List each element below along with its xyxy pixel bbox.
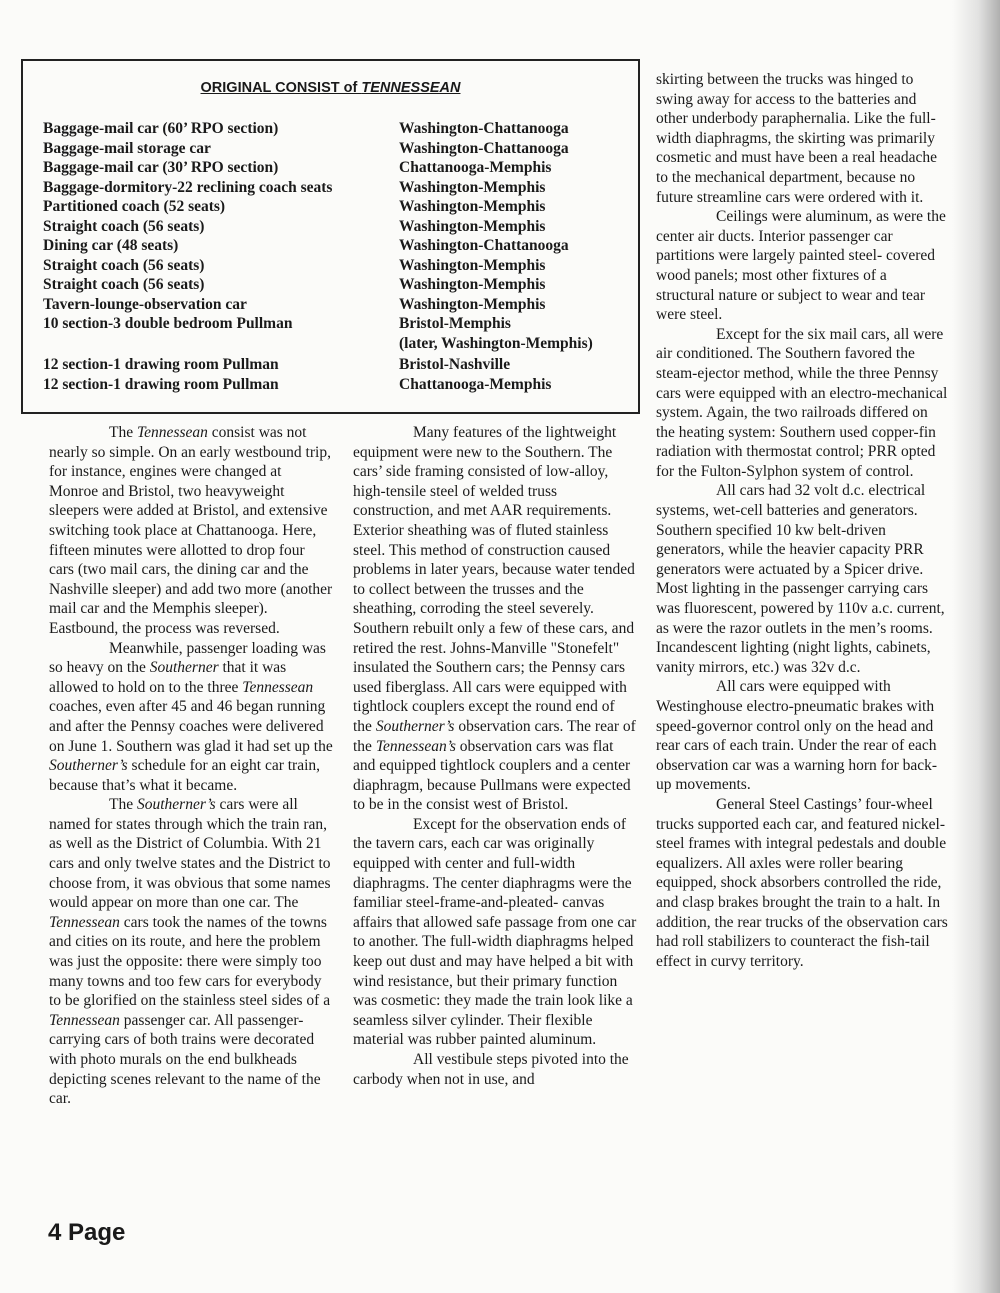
column-2 — [353, 423, 637, 1089]
page-number: 4 Page — [48, 1219, 126, 1246]
consist-route: Washington-Memphis — [399, 198, 546, 215]
paragraph: All cars were equipped with Westinghouse electro-pneumatic brakes with speed-governor control only on the head and rear cars of each train. Under the rear of each observation car was a warning horn for back-up movements. — [656, 678, 938, 794]
consist-row — [23, 158, 638, 178]
consist-route: Washington-Chattanooga — [399, 139, 569, 157]
consist-row — [23, 119, 638, 139]
consist-route: Chattanooga-Memphis — [399, 375, 552, 393]
consist-row — [23, 256, 638, 276]
consist-car: Dining car (48 seats) — [43, 237, 179, 254]
consist-route: Washington-Memphis — [399, 276, 546, 293]
paragraph: Except for the six mail cars, all were air conditioned. The Southern favored the steam-ejector method, while the three Pennsy cars were equipped with an electro-mechanical system. Again, the two railroads differed on the heating system: Southern used copper-fin radiation with thermostat control; PRR opted for the Fulton-Sylphon system of control. — [656, 325, 948, 480]
column-1 — [49, 423, 333, 1109]
consist-route: Washington-Chattanooga — [399, 237, 569, 254]
consist-car: 12 section-1 drawing room Pullman — [43, 356, 279, 373]
paragraph: All cars had 32 volt d.c. electrical systems, wet-cell batteries and generators. Southern specified 10 kw belt-driven generators, while the heavier capacity PRR generators were actuated by a Spicer drive. Most lighting in the passenger carrying cars was fluorescent, powered by 110v a.c. current, as were the razor outlets in the men’s rooms. Incandescent lighting (night lights, cabinets, vanity mirrors, etc.) was 32v d.c. — [656, 482, 945, 676]
paragraph: The Southerner’s cars were all named for states through which the train ran, as well as the District of Columbia. With 21 cars and only twelve states and the District to choose from, it was obvious that some names would appear on more than one car. The Tennessean cars took the names of the towns and cities on its route, and here the problem was just the opposite: there were simply too many towns and too few cars for everybody to be glorified on the stainless steel sides of a Tennessean passenger car. All passenger-carrying cars of both trains were decorated with photo murals on the end bulkheads depicting scenes relevant to the name of the car. — [49, 796, 331, 1108]
paragraph: Many features of the lightweight equipment were new to the Southern. The cars’ side framing consisted of low-alloy, high-tensile steel of welded truss construction, and met AAR requirements. Exterior sheathing was of fluted stainless steel. This method of construction caused problems in later years, because water tended to collect between the trusses and the sheathing, corroding the steel severely. Southern rebuilt only a few of these cars, and retired the rest. Johns-Manville "Stonefelt" insulated the Southern cars; the Pennsy cars used fiberglass. All cars were equipped with tightlock couplers except the round end of the Southerner’s observation cars. The rear of the Tennessean’s observation cars was flat and equipped tightlock couplers and a center diaphragm, because Pullmans were expected to be in the consist west of Bristol. — [353, 424, 636, 814]
consist-car: Straight coach (56 seats) — [43, 217, 205, 235]
consist-car: Tavern-lounge-observation car — [43, 295, 247, 313]
consist-title-prefix: ORIGINAL CONSIST of — [200, 80, 362, 96]
page-edge-shadow — [952, 0, 1000, 1293]
consist-car: Baggage-dormitory-22 reclining coach seats — [43, 178, 333, 196]
paragraph: Ceilings were aluminum, as were the center air ducts. Interior passenger car partitions were largely painted steel- covered wood panels; most other fixtures of a structural nature or subject to wear and tear were steel. — [656, 208, 946, 324]
consist-title-train: TENNESSEAN — [361, 80, 461, 96]
paragraph: Meanwhile, passenger loading was so heavy on the Southerner that it was allowed to hold on to the three Tennessean coaches, even after 45 and 46 began running and after the Pennsy coaches were delivered on June 1. Southern was glad it had set up the Southerner’s schedule for an eight car train, because that’s what it became. — [49, 639, 333, 794]
consist-route: Washington-Memphis — [399, 217, 546, 235]
consist-car: Baggage-mail storage car — [43, 139, 211, 157]
paragraph: The Tennessean consist was not nearly so simple. On an early westbound trip, for instance, engines were changed at Monroe and Bristol, two heavyweight sleepers were added at Bristol, and extensive switching took place at Chattanooga. Here, fifteen minutes were allotted to drop four cars (two mail cars, the dining car and the Nashville sleeper) and add two more (another mail car and the Memphis sleeper). Eastbound, the process was reversed. — [49, 424, 333, 637]
consist-car: Straight coach (56 seats) — [43, 256, 205, 274]
consist-table — [21, 59, 640, 414]
consist-car: 10 section-3 double bedroom Pullman — [43, 315, 293, 332]
consist-car: Baggage-mail car (30’ RPO section) — [43, 159, 279, 176]
consist-car: Partitioned coach (52 seats) — [43, 198, 226, 215]
consist-route: Bristol-Nashville — [399, 356, 511, 373]
consist-route: Washington-Chattanooga — [399, 120, 569, 137]
consist-route: Chattanooga-Memphis — [399, 159, 552, 176]
consist-row — [23, 217, 638, 237]
paragraph: skirting between the trucks was hinged to swing away for access to the batteries and other underbody paraphernalia. Like the full-width diaphragms, the skirting was primarily cosmetic and must have been a real headache to the mechanical department, because no future streamline cars were ordered with it. — [656, 71, 938, 206]
consist-row — [23, 334, 638, 354]
consist-route: Washington-Memphis — [399, 256, 546, 274]
consist-car: Baggage-mail car (60’ RPO section) — [43, 120, 279, 137]
column-3 — [656, 70, 948, 971]
consist-row — [23, 139, 638, 159]
consist-row — [23, 375, 638, 395]
consist-title — [23, 80, 638, 96]
consist-route: (later, Washington-Memphis) — [399, 335, 593, 352]
consist-route: Washington-Memphis — [399, 178, 546, 196]
consist-car: Straight coach (56 seats) — [43, 276, 205, 293]
consist-car: 12 section-1 drawing room Pullman — [43, 375, 279, 393]
consist-route: Bristol-Memphis — [399, 315, 511, 332]
consist-row — [23, 236, 638, 256]
paragraph: All vestibule steps pivoted into the carbody when not in use, and — [353, 1051, 629, 1088]
paragraph: Except for the observation ends of the tavern cars, each car was originally equipped with center and full-width diaphragms. The center diaphragms were the familiar steel-frame-and-pleated- canvas affairs that allowed safe passage from one car to another. The full-width diaphragms helped keep out dust and may have helped a bit with wind resistance, but their primary function was cosmetic: they made the train look like a seamless silver cylinder. Their flexible material was rubber painted aluminum. — [353, 815, 637, 1049]
consist-row — [23, 178, 638, 198]
consist-row — [23, 275, 638, 295]
consist-row — [23, 314, 638, 334]
paragraph: General Steel Castings’ four-wheel trucks supported each car, and featured nickel-steel frames with integral pedestals and double equalizers. All axles were roller bearing equipped, shock absorbers controlled the ride, and clasp brakes brought the train to a halt. In addition, the rear trucks of the observation cars had roll stabilizers to counteract the fish-tail effect in curvy territory. — [656, 795, 948, 970]
consist-row — [23, 355, 638, 375]
consist-route: Washington-Memphis — [399, 295, 546, 313]
consist-row — [23, 295, 638, 315]
consist-row — [23, 197, 638, 217]
